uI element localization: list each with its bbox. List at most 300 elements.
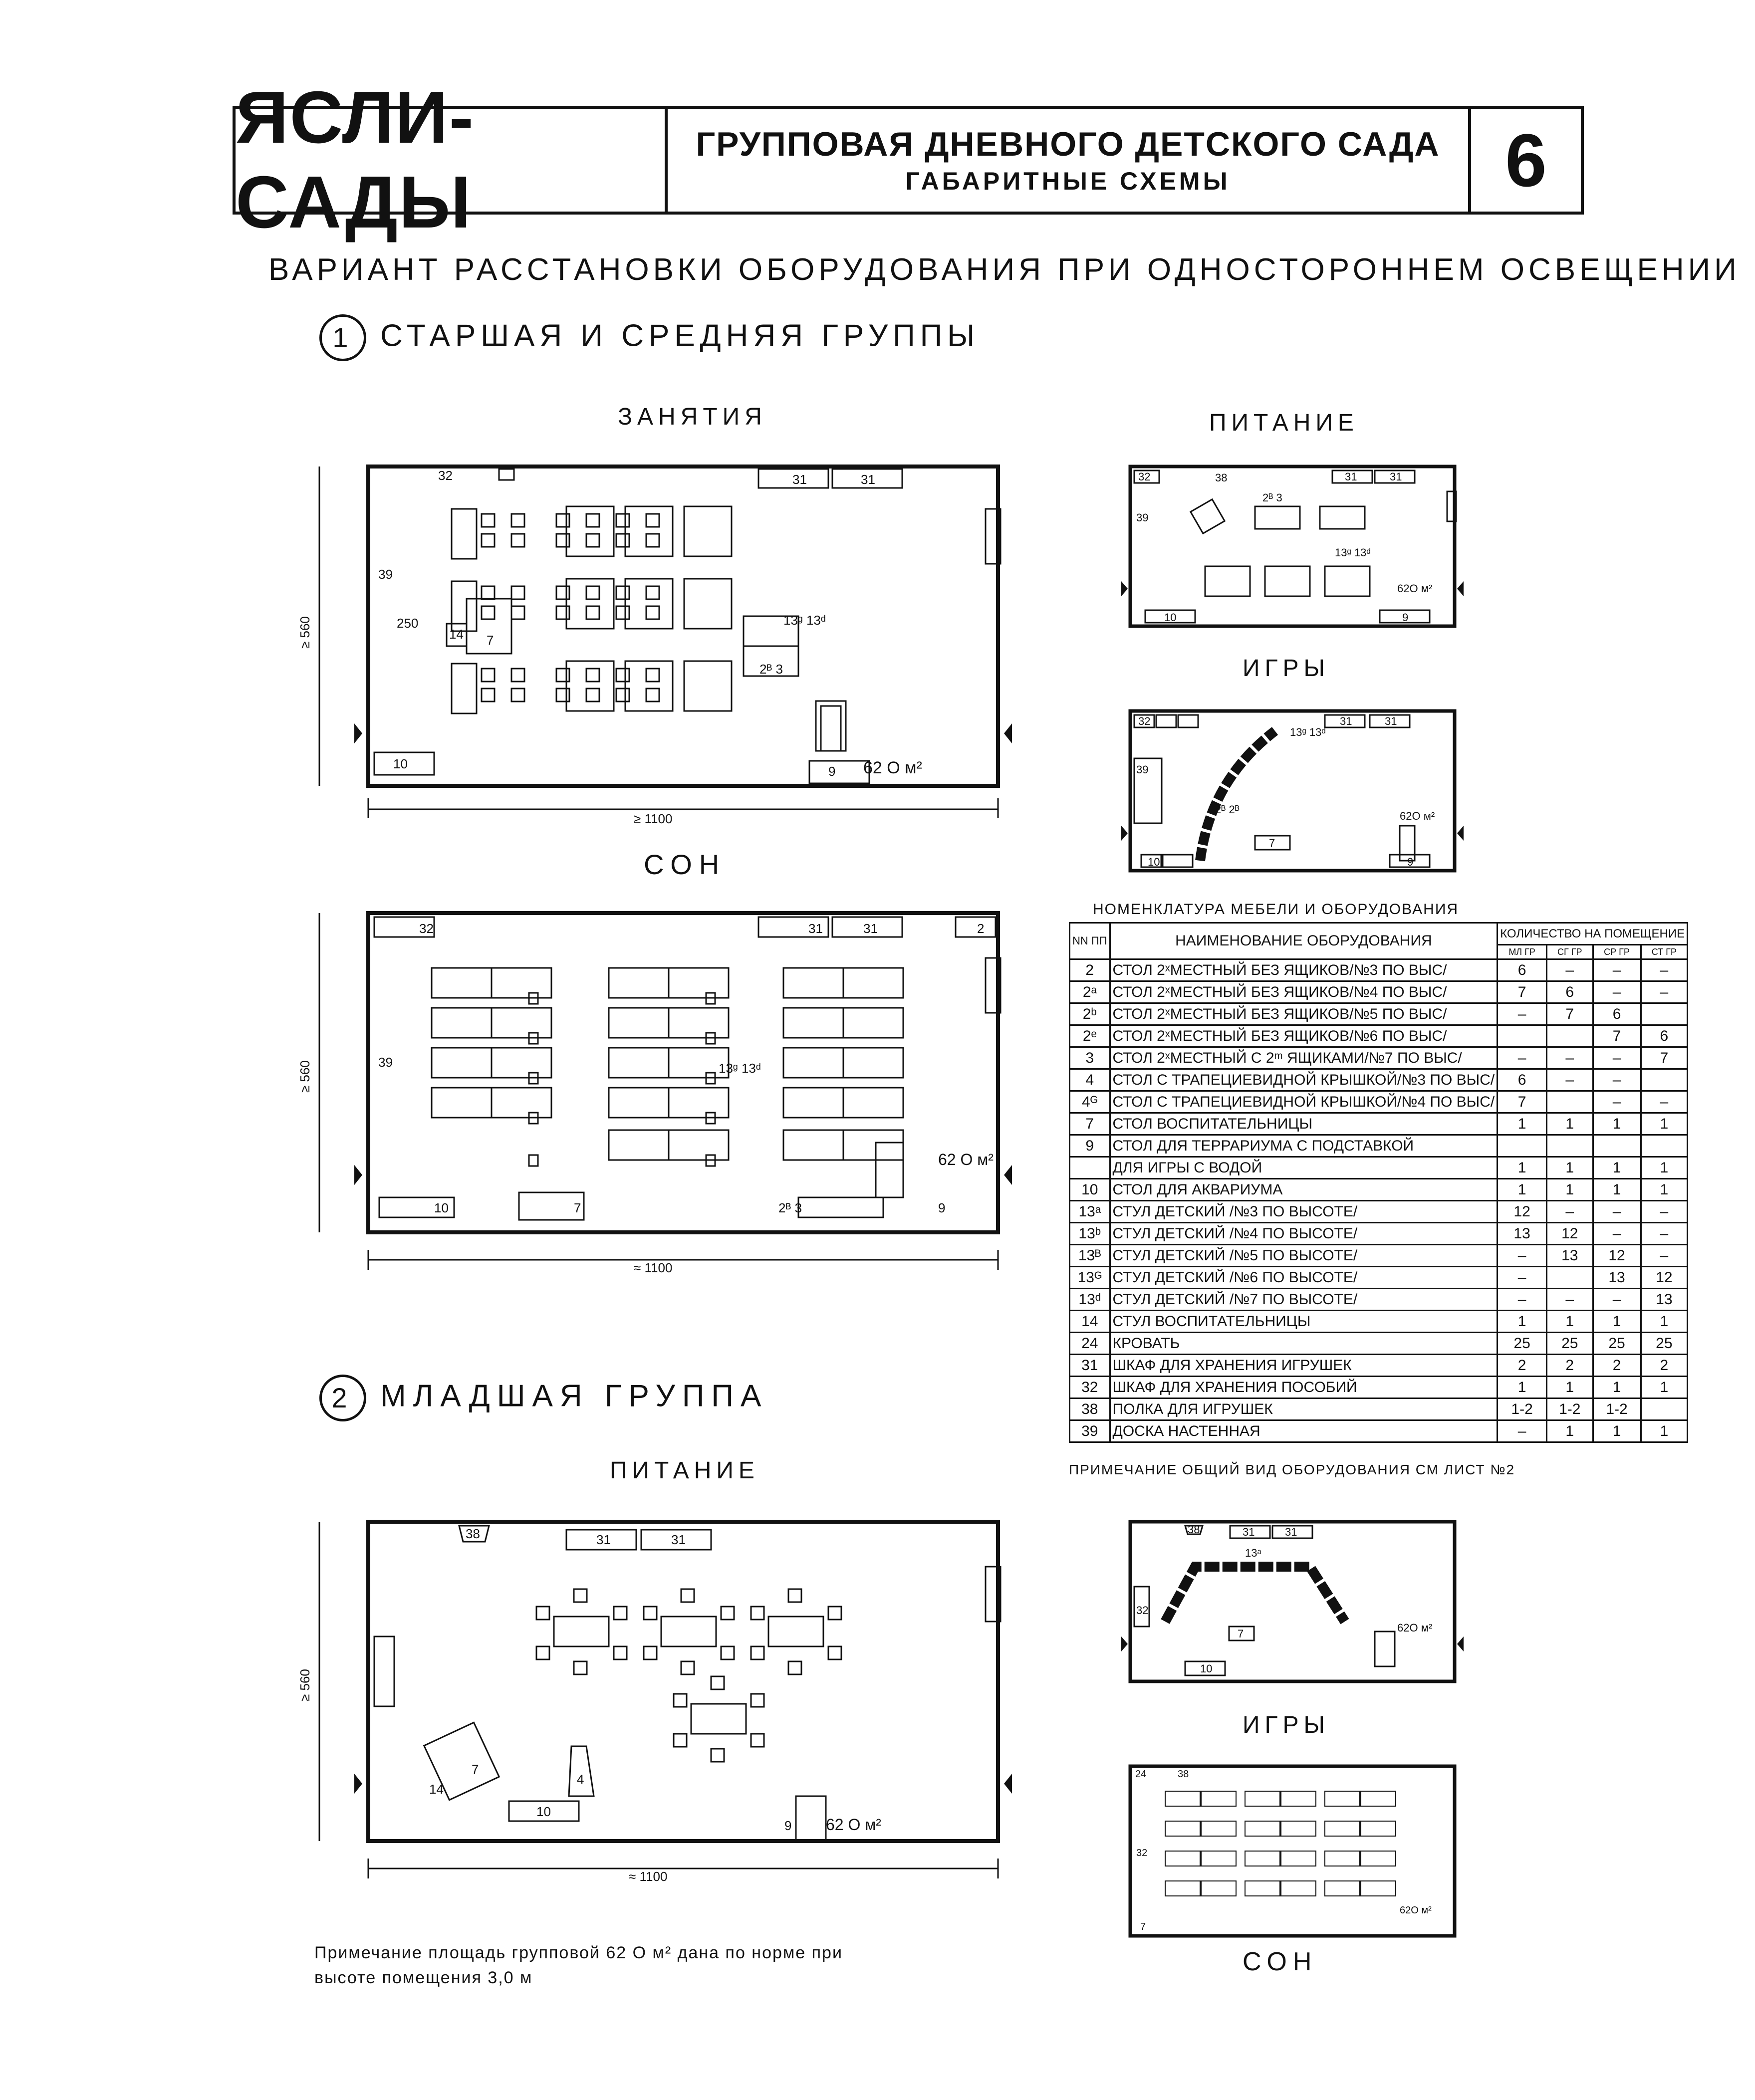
- row-qty: 2: [1546, 1355, 1593, 1377]
- table-row: [1070, 1420, 1688, 1442]
- row-qty: 1: [1498, 1377, 1547, 1399]
- row-qty: 12: [1546, 1223, 1593, 1245]
- chair: [511, 534, 524, 547]
- row-name: СТОЛ ВОСПИТАТЕЛЬНИЦЫ: [1110, 1113, 1498, 1135]
- yss-mark-32: 32: [1136, 1848, 1148, 1859]
- chair: [788, 1589, 801, 1602]
- chair: [586, 689, 599, 701]
- row-name: СТУЛ ДЕТСКИЙ /№5 ПО ВЫСОТЕ/: [1110, 1245, 1498, 1267]
- bed: [432, 1008, 492, 1038]
- col-qty-header: КОЛИЧЕСТВО НА ПОМЕЩЕНИЕ: [1498, 923, 1688, 945]
- row-qty: [1593, 1135, 1641, 1157]
- table-row: [1070, 1047, 1688, 1069]
- chair: [482, 514, 495, 527]
- row-qty: 7: [1498, 1091, 1547, 1113]
- p2-mark-39: 39: [1136, 763, 1149, 776]
- bed: [1201, 1881, 1236, 1896]
- bed: [1325, 1881, 1360, 1896]
- p1-mark-31b: 31: [1390, 470, 1402, 483]
- mark-31a: 31: [792, 472, 807, 487]
- sheet-number: 6: [1505, 118, 1547, 202]
- desk: [684, 661, 732, 711]
- mark-7: 7: [487, 633, 494, 648]
- row-qty: –: [1593, 1223, 1641, 1245]
- bed: [1361, 1821, 1396, 1836]
- plan-pitanie-small: [1110, 457, 1470, 641]
- chair: [511, 606, 524, 619]
- bed: [1165, 1791, 1200, 1806]
- mark-31b: 31: [861, 472, 875, 487]
- bed: [609, 1008, 669, 1038]
- row-name: СТОЛ 2ˣМЕСТНЫЙ БЕЗ ЯЩИКОВ/№6 ПО ВЫС/: [1110, 1025, 1498, 1047]
- row-qty: [1641, 1003, 1688, 1025]
- chair: [574, 1661, 587, 1674]
- table-row: [1070, 1245, 1688, 1267]
- s-mark-31a: 31: [808, 921, 823, 936]
- row-qty: 1: [1641, 1113, 1688, 1135]
- y-mark-4: 4: [577, 1772, 584, 1787]
- col-num-header: NN ПП: [1070, 923, 1110, 959]
- chair: [511, 586, 524, 599]
- p1-mark-32: 32: [1138, 470, 1151, 483]
- chair: [646, 689, 659, 701]
- label-pitanie-2: ПИТАНИЕ: [610, 1457, 759, 1484]
- row-number: [1070, 1157, 1110, 1179]
- chair: [646, 534, 659, 547]
- row-name: СТУЛ ВОСПИТАТЕЛЬНИЦЫ: [1110, 1311, 1498, 1333]
- yss-mark-38: 38: [1178, 1769, 1189, 1780]
- row-qty: –: [1593, 959, 1641, 981]
- row-number: 24: [1070, 1333, 1110, 1355]
- p2-mark-10: 10: [1148, 856, 1160, 868]
- col-group-3: СР ГР: [1593, 945, 1641, 959]
- chair: [586, 534, 599, 547]
- row-number: 31: [1070, 1355, 1110, 1377]
- bed: [1245, 1881, 1280, 1896]
- table-row: [1070, 981, 1688, 1003]
- bed: [843, 1008, 903, 1038]
- desk: [452, 509, 477, 559]
- s-mark-32: 32: [419, 921, 434, 936]
- stool: [529, 1155, 538, 1166]
- table-row: [1070, 1311, 1688, 1333]
- row-qty: 25: [1593, 1333, 1641, 1355]
- row-qty: 2: [1641, 1355, 1688, 1377]
- s-height-dim: ≥ 560: [297, 1060, 312, 1093]
- p2-mark-31a: 31: [1340, 715, 1352, 727]
- bed: [669, 1130, 729, 1160]
- series-title: ЯСЛИ-САДЫ: [236, 109, 668, 212]
- row-qty: 1: [1641, 1420, 1688, 1442]
- ys-mark-38: 38: [1188, 1523, 1200, 1536]
- mark-2b3: 2ᴮ 3: [759, 662, 783, 677]
- row-qty: 12: [1641, 1267, 1688, 1289]
- chair: [644, 1607, 657, 1620]
- row-qty: 7: [1641, 1047, 1688, 1069]
- chair: [536, 1607, 549, 1620]
- label-son-1: СОН: [644, 849, 727, 880]
- plan-igry-small: [1110, 701, 1470, 886]
- table-row: [1070, 959, 1688, 981]
- s-mark-13: 13ᵍ 13ᵈ: [719, 1061, 761, 1076]
- bed: [492, 1048, 551, 1078]
- row-qty: –: [1546, 1289, 1593, 1311]
- yss-mark-24: 24: [1135, 1769, 1147, 1780]
- table-row: [1070, 1289, 1688, 1311]
- bed: [1245, 1821, 1280, 1836]
- row-qty: –: [1546, 1201, 1593, 1223]
- row-qty: 6: [1593, 1003, 1641, 1025]
- y-height-dim: ≥ 560: [297, 1669, 312, 1701]
- row-qty: –: [1593, 1289, 1641, 1311]
- plan-pitanie-young: [279, 1502, 1028, 1911]
- p2-mark-31b: 31: [1385, 715, 1397, 727]
- row-qty: –: [1593, 981, 1641, 1003]
- row-qty: 13: [1498, 1223, 1547, 1245]
- chair: [646, 586, 659, 599]
- y-mark-9: 9: [784, 1818, 792, 1833]
- row-name: ШКАФ ДЛЯ ХРАНЕНИЯ ИГРУШЕК: [1110, 1355, 1498, 1377]
- label-zanyatiya: ЗАНЯТИЯ: [618, 404, 767, 430]
- table-row: [1070, 1113, 1688, 1135]
- row-qty: [1498, 1025, 1547, 1047]
- chair: [482, 534, 495, 547]
- row-number: 3: [1070, 1047, 1110, 1069]
- row-number: 7: [1070, 1113, 1110, 1135]
- chair: [828, 1646, 841, 1659]
- bed: [492, 968, 551, 998]
- row-name: СТОЛ ДЛЯ АКВАРИУМА: [1110, 1179, 1498, 1201]
- row-qty: 2: [1498, 1355, 1547, 1377]
- row-qty: 1: [1593, 1179, 1641, 1201]
- bed: [1245, 1791, 1280, 1806]
- row-qty: 1: [1498, 1113, 1547, 1135]
- s-mark-39: 39: [378, 1055, 393, 1070]
- chair: [616, 534, 629, 547]
- row-qty: 1: [1498, 1311, 1547, 1333]
- bed: [609, 1130, 669, 1160]
- row-number: 13ᴳ: [1070, 1267, 1110, 1289]
- row-qty: –: [1641, 981, 1688, 1003]
- row-qty: –: [1641, 1245, 1688, 1267]
- row-name: СТУЛ ДЕТСКИЙ /№6 ПО ВЫСОТЕ/: [1110, 1267, 1498, 1289]
- row-qty: 1: [1498, 1157, 1547, 1179]
- bed: [783, 968, 843, 998]
- row-qty: 1: [1641, 1377, 1688, 1399]
- row-qty: 25: [1498, 1333, 1547, 1355]
- row-qty: [1546, 1091, 1593, 1113]
- row-number: 10: [1070, 1179, 1110, 1201]
- col-name-header: НАИМЕНОВАНИЕ ОБОРУДОВАНИЯ: [1110, 923, 1498, 959]
- chair: [482, 689, 495, 701]
- table-row: [1070, 1223, 1688, 1245]
- bed: [492, 1008, 551, 1038]
- row-qty: [1546, 1135, 1593, 1157]
- row-qty: [1546, 1267, 1593, 1289]
- row-qty: –: [1498, 1047, 1547, 1069]
- chair: [586, 606, 599, 619]
- bed: [843, 1130, 903, 1160]
- ys-mark-10: 10: [1200, 1662, 1213, 1675]
- row-number: 13ᴮ: [1070, 1245, 1110, 1267]
- y-area: 62 О м²: [826, 1816, 881, 1834]
- table-hex: [768, 1617, 823, 1646]
- chair: [616, 514, 629, 527]
- chair: [482, 669, 495, 682]
- section-2-heading: [319, 1375, 768, 1421]
- row-name: СТОЛ ДЛЯ ТЕРРАРИУМА С ПОДСТАВКОЙ: [1110, 1135, 1498, 1157]
- chair: [556, 606, 569, 619]
- table-row: [1070, 1069, 1688, 1091]
- row-qty: 12: [1498, 1201, 1547, 1223]
- chair: [681, 1589, 694, 1602]
- chair: [556, 669, 569, 682]
- yss-mark-7: 7: [1140, 1921, 1146, 1932]
- bed: [609, 1088, 669, 1118]
- chair: [711, 1749, 724, 1762]
- row-qty: 1: [1593, 1420, 1641, 1442]
- bed: [1325, 1791, 1360, 1806]
- width-dim: ≥ 1100: [634, 811, 673, 826]
- chair: [614, 1646, 627, 1659]
- bed: [669, 1088, 729, 1118]
- col-group-4: СТ ГР: [1641, 945, 1688, 959]
- s-mark-31b: 31: [863, 921, 878, 936]
- row-qty: –: [1498, 1003, 1547, 1025]
- y-mark-10: 10: [536, 1804, 551, 1819]
- row-name: ДЛЯ ИГРЫ С ВОДОЙ: [1110, 1157, 1498, 1179]
- chair: [482, 586, 495, 599]
- chair: [511, 514, 524, 527]
- row-name: СТОЛ С ТРАПЕЦИЕВИДНОЙ КРЫШКОЙ/№3 ПО ВЫС/: [1110, 1069, 1498, 1091]
- bed: [1165, 1881, 1200, 1896]
- chair: [751, 1694, 764, 1707]
- p2-mark-2b2b: 2ᴮ 2ᴮ: [1215, 803, 1240, 816]
- bed: [843, 968, 903, 998]
- row-qty: 1: [1641, 1157, 1688, 1179]
- chair: [751, 1646, 764, 1659]
- row-qty: –: [1593, 1201, 1641, 1223]
- table-hex: [554, 1617, 609, 1646]
- col-group-2: СГ ГР: [1546, 945, 1593, 959]
- chair: [556, 534, 569, 547]
- row-qty: [1641, 1135, 1688, 1157]
- row-qty: 6: [1498, 959, 1547, 981]
- footnote-line-2: высоте помещения 3,0 м: [314, 1968, 533, 1987]
- chair: [586, 514, 599, 527]
- row-name: СТОЛ 2ˣМЕСТНЫЙ БЕЗ ЯЩИКОВ/№5 ПО ВЫС/: [1110, 1003, 1498, 1025]
- row-qty: 1: [1641, 1311, 1688, 1333]
- bed: [669, 1008, 729, 1038]
- table-caption: НОМЕНКЛАТУРА МЕБЕЛИ И ОБОРУДОВАНИЯ: [1093, 901, 1459, 918]
- row-qty: [1546, 1025, 1593, 1047]
- chair: [586, 586, 599, 599]
- chair: [616, 689, 629, 701]
- chair: [788, 1661, 801, 1674]
- s-mark-10: 10: [434, 1200, 449, 1215]
- chair: [511, 669, 524, 682]
- row-qty: 1: [1498, 1179, 1547, 1201]
- row-qty: –: [1641, 1201, 1688, 1223]
- row-qty: –: [1593, 1047, 1641, 1069]
- table-hex: [661, 1617, 716, 1646]
- section-1-title: СТАРШАЯ И СРЕДНЯЯ ГРУППЫ: [380, 318, 980, 353]
- p1-mark-9: 9: [1402, 611, 1409, 624]
- row-qty: 1: [1593, 1113, 1641, 1135]
- p1-mark-2b3: 2ᴮ 3: [1262, 491, 1282, 504]
- sheet-subtitle: ГАБАРИТНЫЕ СХЕМЫ: [905, 167, 1231, 195]
- bed: [1165, 1851, 1200, 1866]
- row-qty: 1: [1546, 1113, 1593, 1135]
- y-mark-31b: 31: [671, 1532, 686, 1547]
- ys-mark-13a: 13ᵃ: [1245, 1547, 1261, 1559]
- row-qty: [1641, 1069, 1688, 1091]
- area-label: 62 О м²: [863, 758, 922, 777]
- row-qty: [1641, 1399, 1688, 1420]
- chair: [482, 606, 495, 619]
- row-name: СТУЛ ДЕТСКИЙ /№7 ПО ВЫСОТЕ/: [1110, 1289, 1498, 1311]
- chair: [616, 606, 629, 619]
- bed: [492, 1088, 551, 1118]
- table-row: [1070, 1355, 1688, 1377]
- bed: [1281, 1881, 1316, 1896]
- row-qty: 7: [1498, 981, 1547, 1003]
- row-qty: 2: [1593, 1355, 1641, 1377]
- p2-mark-9: 9: [1407, 856, 1414, 868]
- sheet-title-block: [668, 109, 1471, 212]
- row-qty: 6: [1498, 1069, 1547, 1091]
- bed: [783, 1008, 843, 1038]
- plan-pitanie-young-small: [1110, 1512, 1470, 1701]
- row-qty: 6: [1546, 981, 1593, 1003]
- bed: [432, 1048, 492, 1078]
- bed: [609, 1048, 669, 1078]
- s-mark-2: 2: [977, 921, 985, 936]
- row-qty: 1: [1546, 1179, 1593, 1201]
- chair: [674, 1694, 687, 1707]
- mark-32: 32: [438, 468, 453, 483]
- row-number: 13ᵈ: [1070, 1289, 1110, 1311]
- chair: [646, 514, 659, 527]
- row-qty: 1-2: [1593, 1399, 1641, 1420]
- label-igry-2: ИГРЫ: [1243, 1712, 1330, 1738]
- row-qty: 7: [1593, 1025, 1641, 1047]
- row-name: СТОЛ 2ˣМЕСТНЫЙ БЕЗ ЯЩИКОВ/№4 ПО ВЫС/: [1110, 981, 1498, 1003]
- bed: [1325, 1851, 1360, 1866]
- chair: [751, 1607, 764, 1620]
- chair: [616, 669, 629, 682]
- label-igry-1: ИГРЫ: [1243, 655, 1330, 682]
- bed: [783, 1130, 843, 1160]
- p2-mark-32: 32: [1138, 715, 1151, 727]
- table-row: [1070, 1135, 1688, 1157]
- mark-9: 9: [828, 764, 836, 779]
- height-dim: ≥ 560: [297, 616, 312, 649]
- row-number: 2: [1070, 959, 1110, 981]
- bed: [843, 1088, 903, 1118]
- yss-area: 62О м²: [1400, 1905, 1432, 1916]
- row-qty: 13: [1593, 1267, 1641, 1289]
- bed: [843, 1048, 903, 1078]
- row-qty: –: [1593, 1091, 1641, 1113]
- section-2-number: 2: [319, 1375, 366, 1421]
- bed: [1281, 1851, 1316, 1866]
- dim-250: 250: [397, 616, 419, 631]
- p2-mark-13: 13ᵍ 13ᵈ: [1290, 726, 1326, 738]
- bed: [1245, 1851, 1280, 1866]
- row-name: СТУЛ ДЕТСКИЙ /№3 ПО ВЫСОТЕ/: [1110, 1201, 1498, 1223]
- table-row: [1070, 1179, 1688, 1201]
- row-number: 4: [1070, 1069, 1110, 1091]
- col-group-1: МЛ ГР: [1498, 945, 1547, 959]
- y-width-dim: ≈ 1100: [629, 1869, 668, 1884]
- row-qty: 1-2: [1498, 1399, 1547, 1420]
- row-qty: 12: [1593, 1245, 1641, 1267]
- row-name: СТОЛ С ТРАПЕЦИЕВИДНОЙ КРЫШКОЙ/№4 ПО ВЫС/: [1110, 1091, 1498, 1113]
- s-mark-7: 7: [574, 1200, 581, 1215]
- table-row: [1070, 1333, 1688, 1355]
- row-qty: –: [1498, 1289, 1547, 1311]
- chair: [536, 1646, 549, 1659]
- mark-14: 14: [449, 627, 464, 642]
- p1-mark-31a: 31: [1345, 470, 1357, 483]
- row-qty: 1: [1593, 1311, 1641, 1333]
- row-qty: 6: [1641, 1025, 1688, 1047]
- footnote-line-1: Примечание площадь групповой 62 О м² дана по норме при: [314, 1943, 843, 1962]
- chair: [574, 1589, 587, 1602]
- chair: [556, 514, 569, 527]
- title-block: [233, 76, 1584, 243]
- desk: [684, 506, 732, 556]
- label-son-2: СОН: [1243, 1947, 1318, 1976]
- plan-son: [279, 893, 1028, 1292]
- row-qty: –: [1546, 1069, 1593, 1091]
- row-number: 38: [1070, 1399, 1110, 1420]
- row-qty: 7: [1546, 1003, 1593, 1025]
- y-mark-31a: 31: [596, 1532, 611, 1547]
- bed: [1201, 1791, 1236, 1806]
- mark-39: 39: [378, 567, 393, 582]
- row-number: 13ᵃ: [1070, 1201, 1110, 1223]
- row-number: 14: [1070, 1311, 1110, 1333]
- table-hex: [691, 1704, 746, 1734]
- row-qty: –: [1498, 1420, 1547, 1442]
- row-qty: 1: [1641, 1179, 1688, 1201]
- equipment-table: [1069, 922, 1688, 1443]
- chair: [556, 689, 569, 701]
- s-mark-2b3: 2ᴮ 3: [778, 1200, 802, 1215]
- section-1-number: 1: [319, 314, 366, 361]
- row-name: СТУЛ ДЕТСКИЙ /№4 ПО ВЫСОТЕ/: [1110, 1223, 1498, 1245]
- y-mark-14: 14: [429, 1782, 444, 1797]
- row-qty: 1: [1593, 1377, 1641, 1399]
- row-qty: 1: [1546, 1420, 1593, 1442]
- row-number: 32: [1070, 1377, 1110, 1399]
- ys-mark-7: 7: [1238, 1628, 1244, 1640]
- table-row: [1070, 1399, 1688, 1420]
- row-qty: –: [1546, 1047, 1593, 1069]
- bed: [432, 968, 492, 998]
- bed: [1201, 1851, 1236, 1866]
- chair: [711, 1676, 724, 1689]
- p1-mark-39: 39: [1136, 511, 1149, 524]
- mark-10: 10: [393, 756, 408, 771]
- row-number: 2ᵉ: [1070, 1025, 1110, 1047]
- chair: [644, 1646, 657, 1659]
- bed: [1361, 1791, 1396, 1806]
- row-qty: 25: [1546, 1333, 1593, 1355]
- row-qty: 1: [1546, 1157, 1593, 1179]
